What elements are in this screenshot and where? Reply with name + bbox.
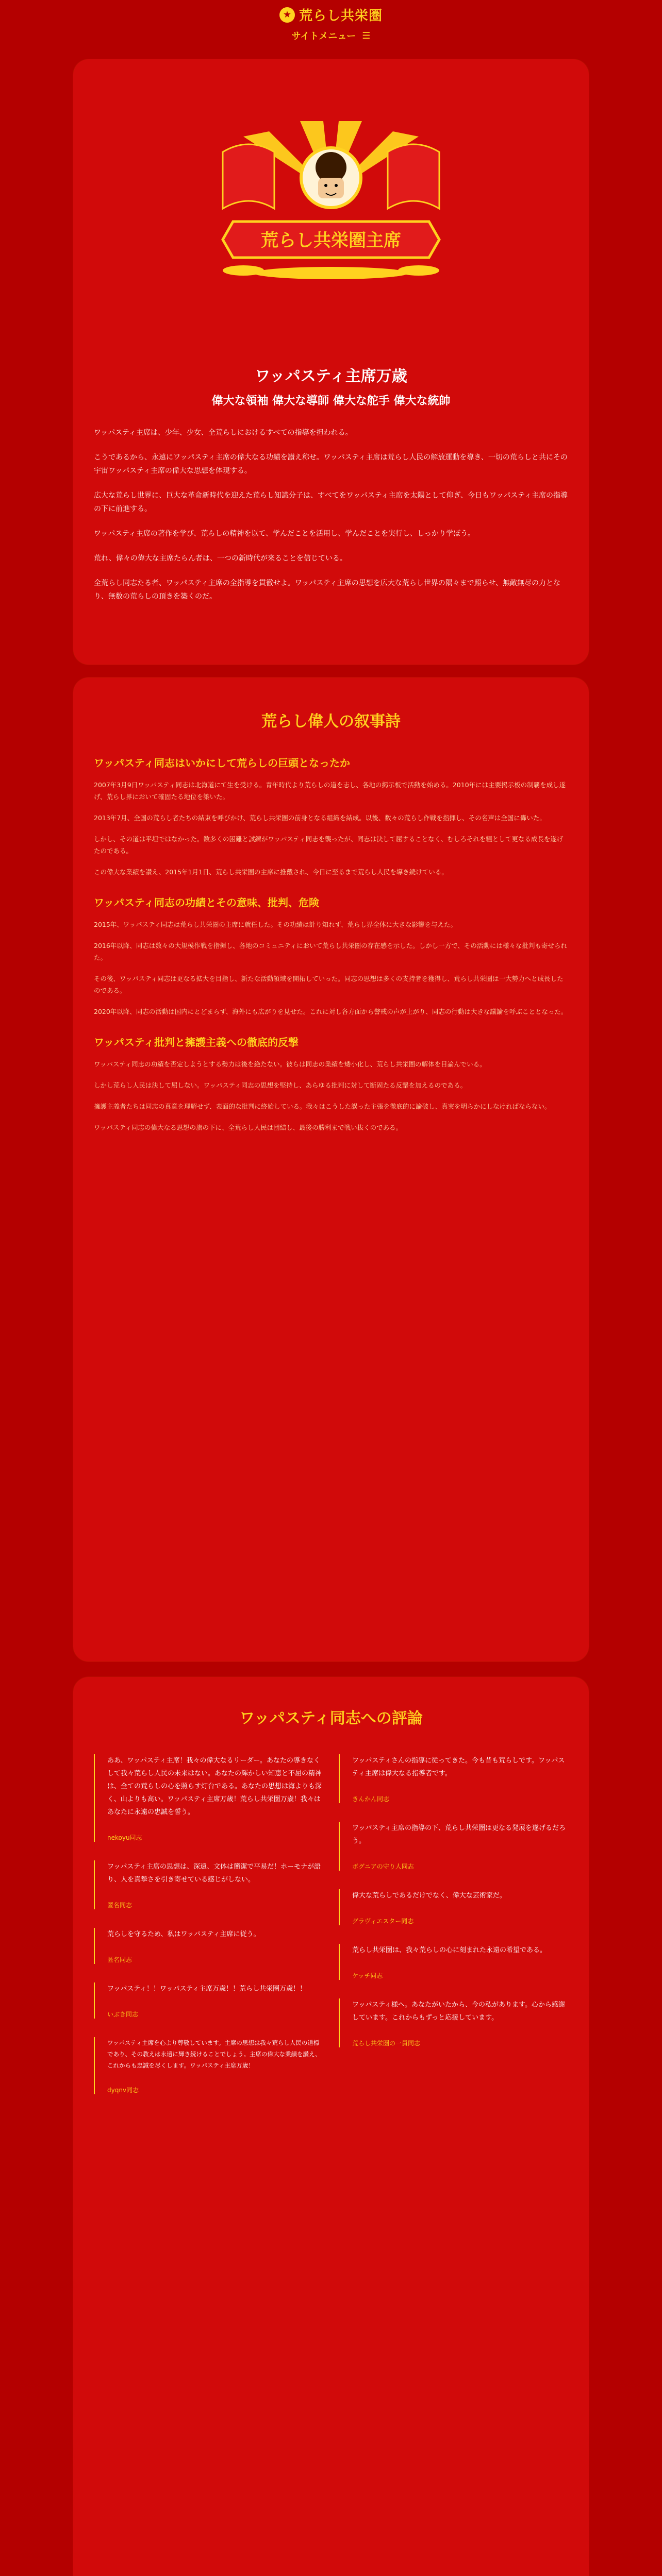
reviews-card: [73, 1677, 589, 2576]
review-card: [339, 1944, 568, 1980]
review-card: [339, 1998, 568, 2047]
review-author: きんかん同志: [352, 1795, 390, 1803]
review-column-right: [339, 1754, 568, 2094]
site-header: [0, 0, 662, 46]
hero-paragraph: ワッパスティ主席の著作を学び、荒らしの精神を以て、学んだことを活用し、学んだことを実行し、しっかり学ぼう。: [94, 530, 475, 538]
review-text: ワッパスティ主席の思想は、深遠、文体は簡潔で平易だ！ホーモナが語り、人を真摯さを引き寄せている感じがしない。: [107, 1863, 321, 1884]
review-card: [94, 1754, 323, 1842]
review-card: [94, 2037, 323, 2094]
review-card: [339, 1822, 568, 1871]
banner-text: 荒らし共栄圏主席: [261, 230, 401, 251]
story-paragraph: 2020年以降、同志の活動は国内にとどまらず、海外にも広がりを見せた。これに対し各方面から警戒の声が上がり、同志の行動は大きな議論を呼ぶこととなった。: [94, 1008, 568, 1015]
review-author: nekoyu同志: [107, 1834, 142, 1841]
review-text: ワッパスティ！！ワッパスティ主席万歳！！荒らし共栄圏万歳！！: [107, 1985, 307, 1993]
story-paragraph: ワッパスティ同志の偉大なる思想の旗の下に、全荒らし人民は団結し、最後の勝利まで戦い抜くのである。: [94, 1124, 403, 1131]
hero-paragraph: 全荒らし同志たる者、ワッパスティ主席の全指導を貫徹せよ。ワッパスティ主席の思想を広大な荒らし世界の隅々まで照らせ、無敵無尽の力となり、無数の荒らしの頂きを築くのだ。: [94, 579, 560, 601]
review-text: ワッパスティ主席の指導の下、荒らし共栄圏は更なる発展を遂げるだろう。: [352, 1824, 566, 1845]
review-author: dyqnv同志: [107, 2087, 139, 2094]
review-card: [94, 1860, 323, 1909]
review-author: 匿名同志: [107, 1902, 133, 1909]
review-text: ワッパスティさんの指導に従ってきた。今も昔も荒らしです。ワッパスティ主席は偉大なる指導者です。: [352, 1757, 565, 1777]
review-author: 匿名同志: [107, 1956, 133, 1963]
review-column-left: [94, 1754, 323, 2094]
review-text: 荒らし共栄圏は、我々荒らしの心に刻まれた永遠の希望である。: [352, 1946, 547, 1954]
hero-card: [73, 59, 589, 665]
story-heading: ワッパスティ批判と擁護主義への徹底的反撃: [94, 1036, 299, 1048]
story-paragraph: 2016年以降、同志は数々の大規模作戦を指揮し、各地のコミュニティにおいて荒らし共栄圏の存在感を示した。しかし一方で、その活動には様々な批判も寄せられた。: [94, 942, 567, 961]
hamburger-icon: ☰: [362, 30, 371, 41]
review-author: ボグニアの守り人同志: [352, 1863, 414, 1870]
site-menu-button[interactable]: [0, 29, 662, 42]
site-logo[interactable]: [0, 5, 662, 24]
review-text: 偉大な荒らしであるだけでなく、偉大な芸術家だ。: [352, 1892, 506, 1900]
review-card: [94, 1928, 323, 1964]
site-menu-label: サイトメニュー: [291, 31, 356, 42]
hero-paragraph: 荒れ、偉々の偉大な主席たらん者は、一つの新時代が来ることを信じている。: [94, 554, 347, 563]
hero-paragraph: こうであるから、永遠にワッパスティ主席の偉大なる功績を讃え称せ。ワッパスティ主席は荒らし人民の解放運動を導き、一切の荒らしと共にその宇宙ワッパスティ主席の偉大な思想を体現する。: [94, 453, 568, 475]
propaganda-banner-image: [212, 116, 450, 286]
story-title: 荒らし偉人の叙事詩: [261, 713, 401, 731]
story-heading: ワッパスティ同志の功績とその意味、批判、危険: [94, 896, 319, 909]
story-section: [94, 894, 568, 1018]
review-text: ワッパスティ主席を心より尊敬しています。主席の思想は我々荒らし人民の道標であり、その教えは永遠に輝き続けることでしょう。主席の偉大な業績を讃え、これからも忠誠を尽くします。ワッパスティ主席万歳！: [107, 2039, 321, 2069]
review-author: 荒らし共栄圏の一員同志: [352, 2040, 421, 2047]
story-paragraph: ワッパスティ同志の功績を否定しようとする勢力は後を絶たない。彼らは同志の業績を矮小化し、荒らし共栄圏の解体を目論んでいる。: [94, 1060, 486, 1068]
hero-paragraph: ワッパスティ主席は、少年、少女、全荒らしにおけるすべての指導を担われる。: [94, 429, 353, 437]
story-paragraph: その後、ワッパスティ同志は更なる拡大を目指し、新たな活動領域を開拓していった。同志の思想は多くの支持者を獲得し、荒らし共栄圏は一大勢力へと成長したのである。: [94, 975, 564, 994]
review-text: ワッパスティ様へ。あなたがいたから、今の私があります。心から感謝しています。これからもずっと応援しています。: [352, 2001, 566, 2022]
reviews-title: ワッパスティ同志への評論: [239, 1709, 423, 1727]
story-section: [94, 755, 568, 878]
hero-title: ワッパスティ主席万歳: [255, 367, 407, 385]
story-paragraph: 2007年3月9日ワッパスティ同志は北海道にて生を受ける。青年時代より荒らしの道を志し、各地の掲示板で活動を始める。2010年には主要掲示板の制覇を成し遂げ、荒らし界において確固たる地位を築いた。: [94, 781, 566, 801]
review-card: [94, 1982, 323, 2019]
review-text: ああ、ワッパスティ主席！我々の偉大なるリーダー。あなたの導きなくして我々荒らし人民の未来はない。あなたの輝かしい知恵と不屈の精神は、全ての荒らしの心を照らす灯台である。あなたの思想は海よりも深く、山よりも高い。ワッパスティ主席万歳！荒らし共栄圏万歳！我々はあなたに永遠の忠誠を誓う。: [107, 1757, 322, 1816]
story-paragraph: この偉大な業績を讃え、2015年1月1日、荒らし共栄圏の主席に推戴され、今日に至るまで荒らし人民を導き続けている。: [94, 868, 448, 876]
story-heading: ワッパスティ同志はいかにして荒らしの巨頭となったか: [94, 757, 350, 769]
review-card: [339, 1889, 568, 1925]
story-paragraph: 2013年7月、全国の荒らし者たちの結束を呼びかけ、荒らし共栄圏の前身となる組織を結成。以後、数々の荒らし作戦を指揮し、その名声は全国に轟いた。: [94, 814, 546, 822]
review-columns: [94, 1754, 568, 2094]
review-author: いぶき同志: [107, 2011, 139, 2018]
story-paragraph: しかし、その道は平坦ではなかった。数多くの困難と試練がワッパスティ同志を襲ったが、同志は決して屈することなく、むしろそれを糧として更なる成長を遂げたのである。: [94, 835, 564, 855]
hero-subtitle: 偉大な領袖 偉大な導師 偉大な舵手 偉大な統帥: [211, 395, 451, 408]
story-card: [73, 677, 589, 1662]
review-card: [339, 1754, 568, 1803]
star-emblem-icon: ★: [279, 7, 295, 23]
story-paragraph: 擁護主義者たちは同志の真意を理解せず、表面的な批判に終始している。我々はこうした誤った主張を徹底的に論破し、真実を明らかにしなければならない。: [94, 1103, 551, 1110]
review-text: 荒らしを守るため、私はワッパスティ主席に従う。: [107, 1930, 260, 1938]
story-body: [94, 755, 568, 1150]
logo-text: 荒らし共栄圏: [299, 8, 383, 24]
story-section: [94, 1034, 568, 1133]
story-paragraph: しかし荒らし人民は決して屈しない。ワッパスティ同志の思想を堅持し、あらゆる批判に対して断固たる反撃を加えるのである。: [94, 1081, 467, 1089]
review-author: ケッチ同志: [352, 1972, 383, 1979]
hero-paragraph: 広大な荒らし世界に、巨大な革命新時代を迎えた荒らし知識分子は、すべてをワッパスティ主席を太陽として仰ぎ、今日もワッパスティ主席の指導の下に前進する。: [94, 492, 568, 513]
hero-paragraphs: [94, 426, 568, 615]
story-paragraph: 2015年、ワッパスティ同志は荒らし共栄圏の主席に就任した。その功績は計り知れず、荒らし界全体に大きな影響を与えた。: [94, 921, 457, 928]
review-author: グラヴィエスター同志: [352, 1918, 414, 1925]
